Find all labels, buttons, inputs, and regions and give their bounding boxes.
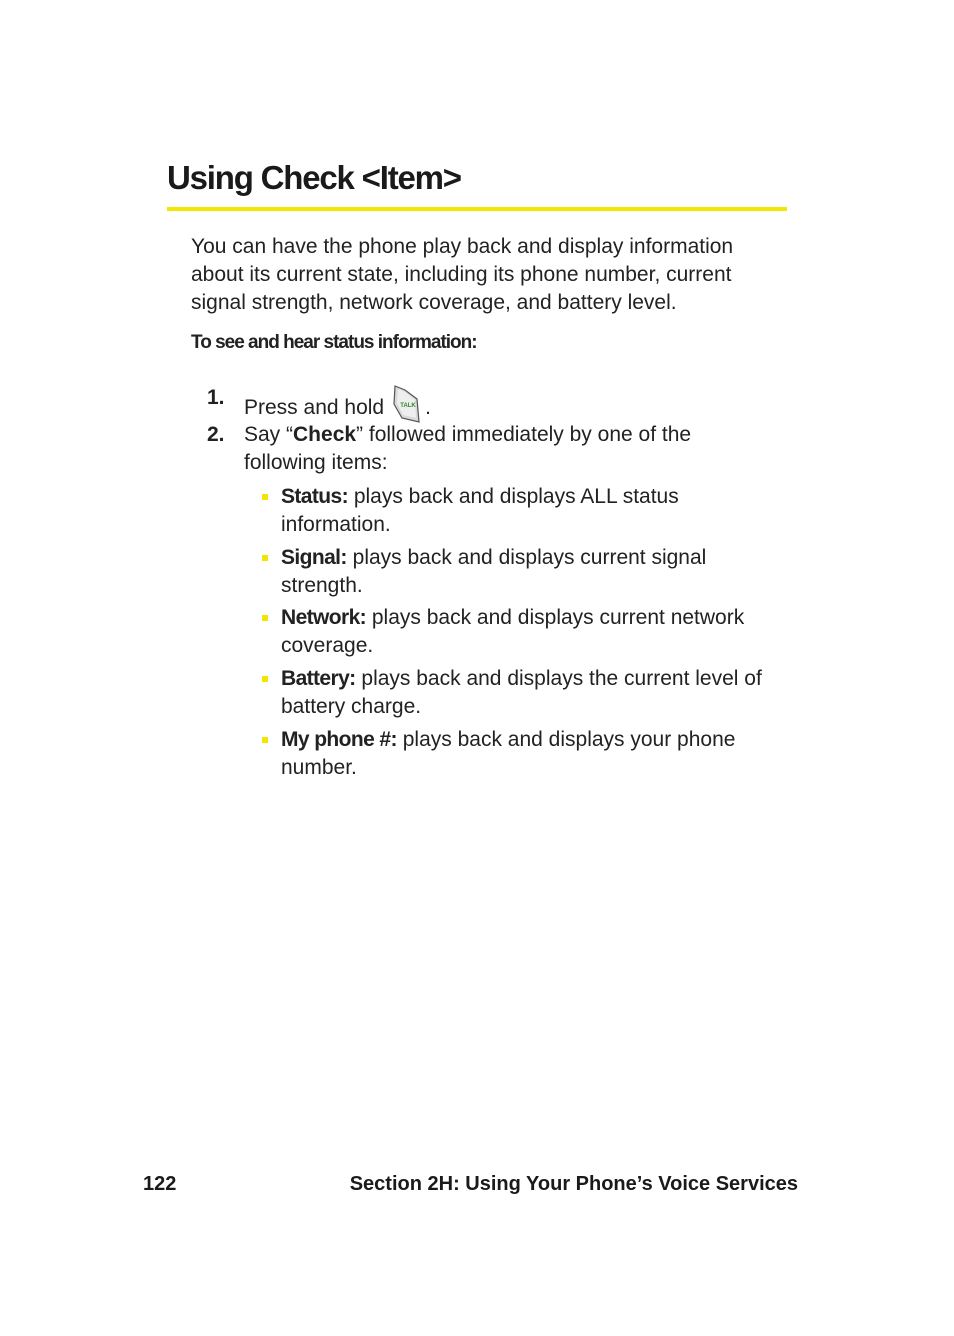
list-item-text <box>281 665 781 721</box>
list-item-label: Battery: <box>281 667 356 690</box>
check-keyword: Check <box>293 423 357 446</box>
bullet-square <box>262 494 268 500</box>
list-item-label: Network: <box>281 606 367 629</box>
list-item-text <box>281 483 781 539</box>
step-text-before: Press and hold <box>244 396 385 419</box>
list-item-text <box>281 604 781 660</box>
section-title: Section 2H: Using Your Phone’s Voice Services <box>349 1173 798 1195</box>
step-number: 2. <box>207 423 225 446</box>
list-item-label: Signal: <box>281 546 347 569</box>
list-item-description: plays back and displays current network coverage. <box>281 606 745 657</box>
list-item-text <box>281 726 781 782</box>
page-title: Using Check <Item> <box>167 159 461 196</box>
list-item-label: Status: <box>281 485 348 508</box>
step-text-before: Say “ <box>244 423 294 446</box>
intro-paragraph: You can have the phone play back and display information about its current state, including its phone number, current signal strength, network coverage, and battery level. <box>191 235 734 314</box>
procedure-heading: To see and hear status information: <box>191 332 477 353</box>
step-text-after: . <box>425 396 431 419</box>
step-text <box>244 421 764 477</box>
list-item-label: My phone #: <box>281 728 397 751</box>
list-item-description: plays back and displays your phone number. <box>281 728 736 779</box>
bullet-square <box>262 615 268 621</box>
list-item-description: plays back and displays ALL status information. <box>281 485 679 536</box>
step-number: 1. <box>207 386 225 409</box>
talk-key-label: TALK <box>400 403 416 409</box>
list-item-description: plays back and displays the current level of battery charge. <box>281 667 762 718</box>
bullet-square <box>262 555 268 561</box>
bullet-square <box>262 676 268 682</box>
list-item-text <box>281 544 781 600</box>
page-number: 122 <box>143 1173 177 1195</box>
list-item-description: plays back and displays current signal strength. <box>281 546 707 597</box>
step-text-after: ” followed immediately by one of the following items: <box>244 423 692 474</box>
title-underline-rule <box>167 207 787 211</box>
bullet-square <box>262 737 268 743</box>
